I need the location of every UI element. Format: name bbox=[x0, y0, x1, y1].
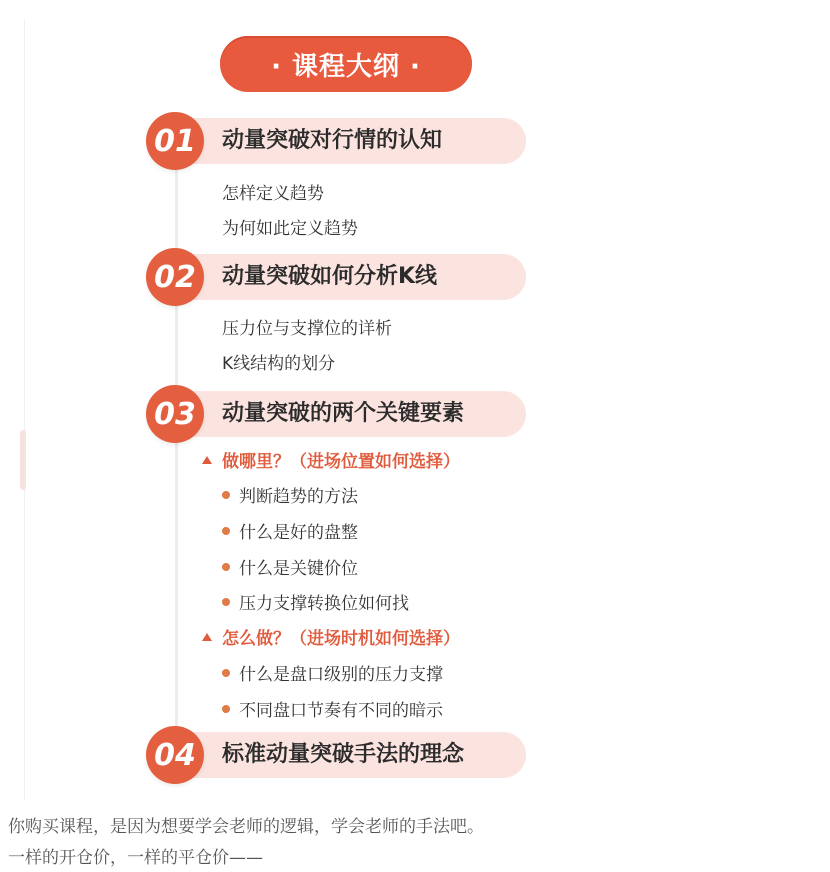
list-item-text: 什么是盘口级别的压力支撑 bbox=[239, 665, 443, 685]
list-item: K线结构的划分 bbox=[222, 354, 336, 374]
list-item bbox=[222, 663, 443, 687]
list-item: 压力位与支撑位的详析 bbox=[222, 319, 392, 339]
section-02 bbox=[146, 248, 526, 306]
list-item-text: 什么是好的盘整 bbox=[239, 523, 358, 543]
section-number-badge: 01 bbox=[146, 112, 204, 170]
section-title: 动量突破的两个关键要素 bbox=[222, 401, 465, 426]
body-paragraph: 你购买课程，是因为想要学会老师的逻辑，学会老师的手法吧。 bbox=[8, 817, 484, 837]
section-number-badge: 03 bbox=[146, 385, 204, 443]
section-01 bbox=[146, 112, 526, 170]
bullet-icon bbox=[222, 705, 230, 713]
body-paragraph: 一样的开仓价，一样的平仓价—— bbox=[8, 848, 263, 868]
list-item bbox=[222, 699, 443, 723]
bullet-icon bbox=[222, 598, 230, 606]
section-04 bbox=[146, 726, 526, 784]
bullet-icon bbox=[222, 527, 230, 535]
list-item bbox=[222, 592, 409, 616]
section-number-badge: 02 bbox=[146, 248, 204, 306]
bullet-icon bbox=[222, 563, 230, 571]
bullet-icon bbox=[222, 491, 230, 499]
list-item-text: 什么是关键价位 bbox=[239, 559, 358, 579]
outline-title: · 课程大纲 · bbox=[220, 36, 472, 92]
subsection-heading-text: 做哪里？（进场位置如何选择） bbox=[222, 452, 460, 472]
section-03 bbox=[146, 385, 526, 443]
side-decoration bbox=[20, 430, 26, 490]
list-item bbox=[222, 485, 358, 509]
subsection-heading bbox=[202, 450, 460, 474]
triangle-icon bbox=[202, 456, 212, 464]
bullet-icon bbox=[222, 669, 230, 677]
list-item-text: 压力支撑转换位如何找 bbox=[239, 594, 409, 614]
list-item bbox=[222, 557, 358, 581]
section-number-badge: 04 bbox=[146, 726, 204, 784]
list-item: 怎样定义趋势 bbox=[222, 184, 324, 204]
list-item-text: 不同盘口节奏有不同的暗示 bbox=[239, 701, 443, 721]
section-title: 动量突破如何分析K线 bbox=[222, 264, 438, 289]
section-title: 标准动量突破手法的理念 bbox=[222, 742, 465, 767]
triangle-icon bbox=[202, 633, 212, 641]
list-item: 为何如此定义趋势 bbox=[222, 219, 358, 239]
subsection-heading bbox=[202, 627, 460, 651]
list-item bbox=[222, 521, 358, 545]
list-item-text: 判断趋势的方法 bbox=[239, 487, 358, 507]
section-title: 动量突破对行情的认知 bbox=[222, 128, 443, 153]
subsection-heading-text: 怎么做？（进场时机如何选择） bbox=[222, 629, 460, 649]
